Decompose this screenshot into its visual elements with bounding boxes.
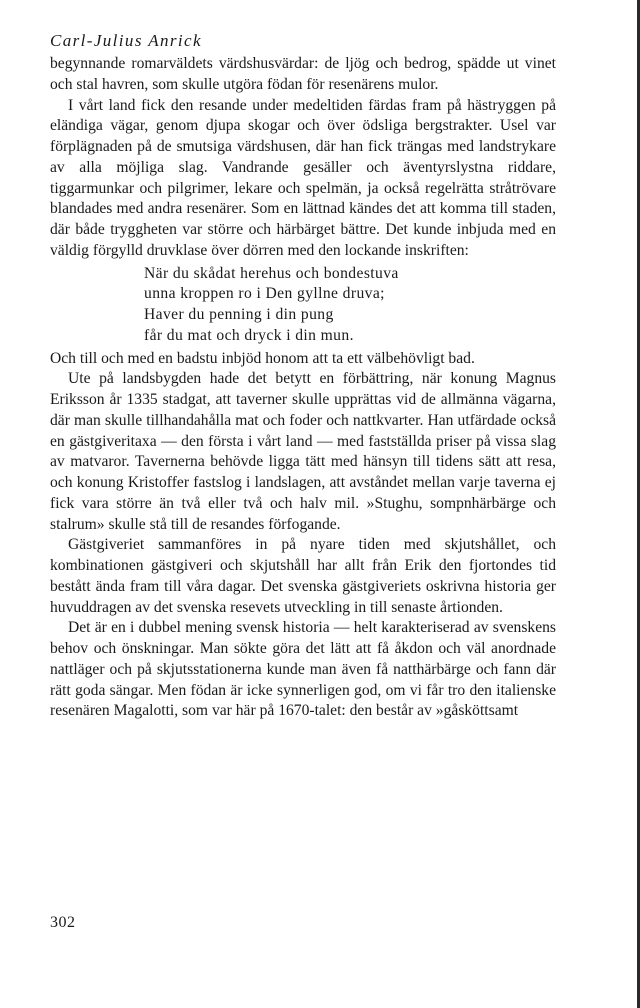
paragraph-2: I vårt land fick den resande under medeltiden färdas fram på hästryggen på eländiga vägar, genom djupa skogar och över ödsliga bergstrakter. Usel var förplägnaden på de smutsiga värdshusen, där han fick trängas med landstrykare av alla möjliga slag. Vandrande gesäller och äventyrslystna riddare, tiggarmunkar och pilgrimer, lekare och spelmän, ja också regelrätta stråtrövare blandades med andra resenärer. Som en lättnad kändes det att komma till staden, där både tryggheten var större och härbärget bättre. Det kunde inbjuda med en väldig förgylld druvklase över dörren med den lockande inskriften: <box>50 96 556 259</box>
verse-line: unna kroppen ro i Den gyllne druva; <box>144 285 385 303</box>
body-text <box>50 54 556 722</box>
running-head: Carl-Julius Anrick <box>50 31 202 50</box>
page-number: 302 <box>50 914 76 931</box>
paragraph-4: Ute på landsbygden hade det betytt en förbättring, när konung Magnus Eriksson år 1335 stadgat, att taverner skulle upprättas vid de allmänna vägarna, där man skulle tillhandahålla mat och foder och nattkvarter. Han utfärdade också en gästgiveritaxa — den första i vårt land — med fastställda priser på vissa slag av matvaror. Tavernerna behövde ligga tätt med hänsyn till tidens sätt att resa, och konung Kristoffer fastslog i landslagen, att avståndet mellan varje taverna ej fick vara större än två eller två och halv mil. »Stughu, sompnhärbärge och stalrum» skulle stå till de resandes förfogande. <box>50 370 556 533</box>
verse-inscription <box>144 264 556 347</box>
verse-line: Haver du penning i din pung <box>144 306 334 323</box>
verse-line: När du skådat herehus och bondestuva <box>144 264 399 282</box>
paragraph-1: begynnande romarväldets värdshusvärdar: de ljög och bedrog, spädde ut vinet och stal havren, som skulle utgöra födan för resenärens mulor. <box>50 55 556 93</box>
paragraph-6: Det är en i dubbel mening svensk historia — helt karakteriserad av svenskens behov och önskningar. Man sökte göra det lätt att få åkdon och väl anordnade nattläger och på skjutsstationerna kunde man även få natthärbärge och fann där rätt goda sängar. Men födan är icke synnerligen god, om vi får tro den italienske resenären Magalotti, som var här på 1670-talet: den består av »gåsköttsamt <box>50 619 556 720</box>
paragraph-3: Och till och med en badstu inbjöd honom att ta ett välbehövligt bad. <box>50 349 475 367</box>
paragraph-5: Gästgiveriet sammanföres in på nyare tiden med skjutshållet, och kombinationen gästgiveri och skjutshåll har allt från Erik den fjortondes tid bestått ända fram till våra dagar. Det svenska gästgiveriets oskrivna historia ger huvuddragen av det svenska resevets utveckling in till senaste årtionden. <box>50 536 556 616</box>
book-page <box>50 30 556 722</box>
verse-line: får du mat och dryck i din mun. <box>144 326 354 344</box>
